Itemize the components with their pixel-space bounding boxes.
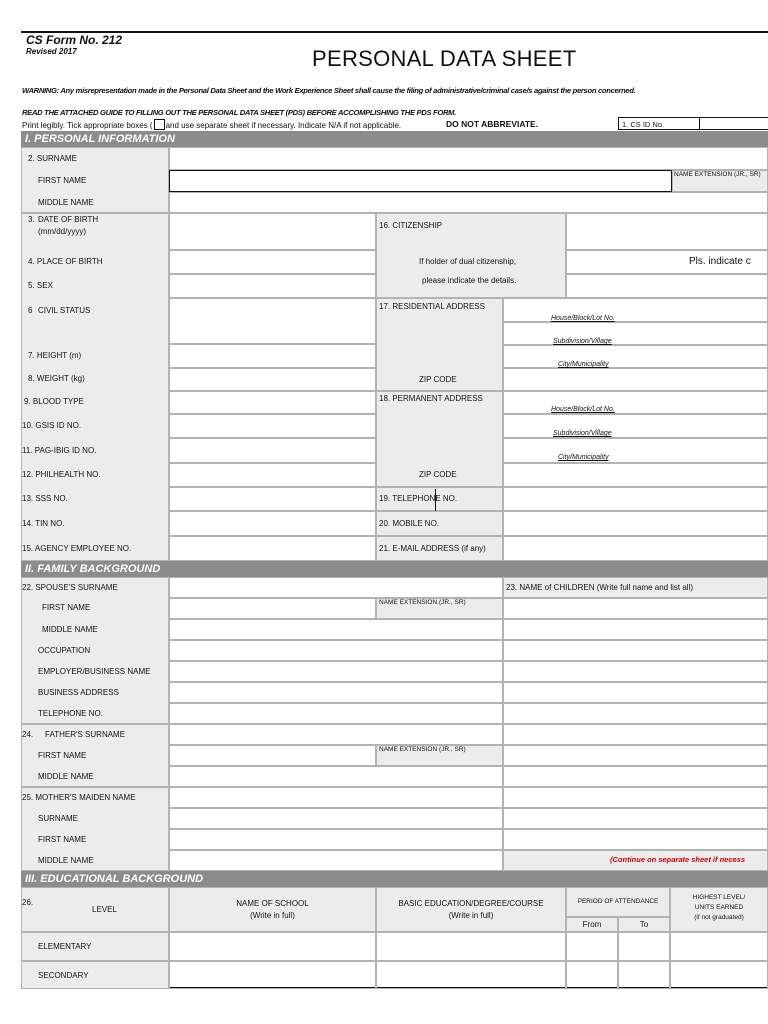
permanent-zip-label: ZIP CODE xyxy=(419,470,457,479)
father-surname-label: FATHER'S SURNAME xyxy=(45,730,126,739)
section-family-background: II. FAMILY BACKGROUND xyxy=(21,561,768,577)
surname-field[interactable] xyxy=(169,147,768,170)
business-address-label: BUSINESS ADDRESS xyxy=(38,688,119,697)
school-header: NAME OF SCHOOL xyxy=(236,899,309,908)
form-number: CS Form No. 212 xyxy=(26,33,123,47)
secondary-highest-field[interactable] xyxy=(670,961,768,989)
spouse-telephone-field[interactable] xyxy=(169,703,503,724)
father-first-name-field[interactable] xyxy=(169,745,376,766)
civil-status-label: CIVIL STATUS xyxy=(38,306,91,315)
print-instructions-a: Print legibly. Tick appropriate boxes ( xyxy=(22,121,153,130)
secondary-to-field[interactable] xyxy=(618,961,670,989)
elementary-school-field[interactable] xyxy=(169,932,376,961)
citizenship-details-field[interactable] xyxy=(566,274,768,298)
height-field[interactable] xyxy=(169,344,376,368)
residential-city-field[interactable] xyxy=(503,345,768,368)
continue-note: (Continue on separate sheet if necess xyxy=(610,855,746,864)
page-title: PERSONAL DATA SHEET xyxy=(312,46,577,71)
gsis-field[interactable] xyxy=(169,414,376,438)
permanent-zip-field[interactable] xyxy=(503,463,768,487)
elementary-label: ELEMENTARY xyxy=(38,942,92,951)
middle-name-label: MIDDLE NAME xyxy=(38,198,94,207)
tin-label: 14. TIN NO. xyxy=(22,519,65,528)
agency-employee-label: 15. AGENCY EMPLOYEE NO. xyxy=(22,544,132,553)
course-header: BASIC EDUCATION/DEGREE/COURSE xyxy=(398,899,544,908)
mother-first-name-field[interactable] xyxy=(169,829,503,850)
permanent-city-caption: City/Municipality xyxy=(558,454,609,461)
sss-label: 13. SSS NO. xyxy=(22,494,68,503)
spouse-name-extension-label: NAME EXTENSION (JR., SR) xyxy=(379,599,466,606)
spouse-middle-name-label: MIDDLE NAME xyxy=(42,625,98,634)
pob-field[interactable] xyxy=(169,250,376,274)
elementary-from-field[interactable] xyxy=(566,932,618,961)
citizenship-field[interactable] xyxy=(566,213,768,250)
child-field-3[interactable] xyxy=(503,640,768,661)
permanent-house-caption: House/Block/Lot No. xyxy=(551,406,615,413)
child-field-11[interactable] xyxy=(503,808,768,829)
child-field-8[interactable] xyxy=(503,745,768,766)
employer-field[interactable] xyxy=(169,661,503,682)
permanent-subdivision-field[interactable] xyxy=(503,414,768,438)
business-address-field[interactable] xyxy=(169,682,503,703)
mother-middle-name-field[interactable] xyxy=(169,850,503,871)
permanent-house-field[interactable] xyxy=(503,391,768,414)
cs-id-label: 1. CS ID No. xyxy=(618,117,700,130)
weight-label: 8. WEIGHT (kg) xyxy=(28,374,85,383)
telephone-label: 19. TELEPHONE NO. xyxy=(379,494,458,503)
mobile-field[interactable] xyxy=(503,511,768,536)
revised-year: Revised 2017 xyxy=(26,47,77,56)
pls-indicate-country: Pls. indicate c xyxy=(689,256,751,267)
section-personal-information: I. PERSONAL INFORMATION xyxy=(21,131,768,147)
secondary-from-field[interactable] xyxy=(566,961,618,989)
email-field[interactable] xyxy=(503,536,768,561)
weight-field[interactable] xyxy=(169,368,376,391)
mother-surname-label: SURNAME xyxy=(38,814,79,823)
child-field-10[interactable] xyxy=(503,787,768,808)
mother-middle-name-label: MIDDLE NAME xyxy=(38,856,94,865)
from-header: From xyxy=(582,920,602,929)
father-name-extension-label: NAME EXTENSION (JR., SR) xyxy=(379,746,466,753)
height-label: 7. HEIGHT (m) xyxy=(28,351,82,360)
sex-field[interactable] xyxy=(169,274,376,298)
highest-level-header-2: UNITS EARNED xyxy=(694,904,744,911)
first-name-label: FIRST NAME xyxy=(38,176,87,185)
spouse-surname-field[interactable] xyxy=(169,577,503,598)
occupation-field[interactable] xyxy=(169,640,503,661)
residential-address-label: 17. RESIDENTIAL ADDRESS xyxy=(379,302,485,311)
permanent-subdivision-caption: Subdivision/Village xyxy=(553,430,612,437)
mother-surname-field[interactable] xyxy=(169,808,503,829)
child-field-2[interactable] xyxy=(503,619,768,640)
print-instructions xyxy=(22,119,401,130)
warning-text: WARNING: Any misrepresentation made in the Personal Data Sheet and the Work Experience Sheet shall cause the filing of administrative/criminal case/s against the person concerned. xyxy=(22,86,636,95)
top-rule xyxy=(21,31,768,33)
period-header: PERIOD OF ATTENDANCE xyxy=(577,898,659,905)
spouse-middle-name-field[interactable] xyxy=(169,619,503,640)
father-middle-name-label: MIDDLE NAME xyxy=(38,772,94,781)
do-not-abbreviate: DO NOT ABBREVIATE. xyxy=(446,119,539,129)
elementary-course-field[interactable] xyxy=(376,932,566,961)
employer-label: EMPLOYER/BUSINESS NAME xyxy=(38,667,151,676)
dob-label: DATE OF BIRTH xyxy=(38,215,99,224)
child-field-5[interactable] xyxy=(503,682,768,703)
child-field-12[interactable] xyxy=(503,829,768,850)
residential-subdivision-caption: Subdivision/Village xyxy=(553,338,612,345)
secondary-label: SECONDARY xyxy=(38,971,89,980)
mother-first-name-label: FIRST NAME xyxy=(38,835,87,844)
residential-subdivision-field[interactable] xyxy=(503,322,768,345)
father-middle-name-field[interactable] xyxy=(169,766,503,787)
dual-citizenship-note-1: If holder of dual citizenship, xyxy=(419,257,516,266)
read-guide-text: READ THE ATTACHED GUIDE TO FILLING OUT THE PERSONAL DATA SHEET (PDS) BEFORE ACCOMPLISHING THE PDS FORM. xyxy=(22,108,457,117)
father-first-name-label: FIRST NAME xyxy=(38,751,87,760)
elementary-to-field[interactable] xyxy=(618,932,670,961)
highest-level-header-1: HIGHEST LEVEL/ xyxy=(692,894,746,901)
email-label: 21. E-MAIL ADDRESS (if any) xyxy=(379,544,486,553)
school-header-cell xyxy=(169,887,376,932)
surname-label: 2. SURNAME xyxy=(28,154,77,163)
agency-employee-field[interactable] xyxy=(169,536,376,561)
course-header-cell xyxy=(376,887,566,932)
tick-box-sample xyxy=(154,119,165,130)
gsis-label: 10. GSIS ID NO. xyxy=(22,421,82,430)
telephone-divider xyxy=(435,489,436,511)
child-field-9[interactable] xyxy=(503,766,768,787)
civil-status-field[interactable] xyxy=(169,298,376,344)
dob-format: (mm/dd/yyyy) xyxy=(38,227,86,236)
elementary-highest-field[interactable] xyxy=(670,932,768,961)
philhealth-label: 12. PHILHEALTH NO. xyxy=(22,470,101,479)
spouse-telephone-label: TELEPHONE NO. xyxy=(38,709,103,718)
permanent-address-label: 18. PERMANENT ADDRESS xyxy=(379,394,483,403)
father-number: 24. xyxy=(22,730,34,739)
first-name-field[interactable] xyxy=(169,170,672,192)
middle-name-field[interactable] xyxy=(169,192,768,213)
blood-type-field[interactable] xyxy=(169,391,376,414)
sex-label: 5. SEX xyxy=(28,281,53,290)
level-header: LEVEL xyxy=(92,905,117,914)
telephone-field[interactable] xyxy=(503,487,768,511)
pagibig-field[interactable] xyxy=(169,438,376,463)
cs-id-field[interactable] xyxy=(700,117,768,130)
spouse-first-name-label: FIRST NAME xyxy=(42,603,91,612)
dob-number: 3. xyxy=(28,215,35,224)
name-extension-label: NAME EXTENSION (JR., SR) xyxy=(674,171,761,178)
philhealth-field[interactable] xyxy=(169,463,376,487)
education-number: 26. xyxy=(22,898,34,907)
course-header-sub: (Write in full) xyxy=(448,911,494,920)
citizenship-label: 16. CITIZENSHIP xyxy=(379,221,443,230)
residential-house-caption: House/Block/Lot No. xyxy=(551,315,615,322)
mobile-label: 20. MOBILE NO. xyxy=(379,519,440,528)
blood-type-label: 9. BLOOD TYPE xyxy=(24,397,84,406)
child-field-7[interactable] xyxy=(503,724,768,745)
residential-zip-label: ZIP CODE xyxy=(419,375,457,384)
print-instructions-b: and use separate sheet if necessary. Indicate N/A if not applicable. xyxy=(165,121,402,130)
residential-city-caption: City/Municipality xyxy=(558,361,609,368)
section-educational-background: III. EDUCATIONAL BACKGROUND xyxy=(21,871,768,887)
pob-label: 4. PLACE OF BIRTH xyxy=(28,257,103,266)
child-field-6[interactable] xyxy=(503,703,768,724)
dual-citizenship-note-2: please indicate the details. xyxy=(422,276,517,285)
mother-maiden-name-field[interactable] xyxy=(169,787,503,808)
pagibig-label: 11. PAG-IBIG ID NO. xyxy=(22,446,97,455)
residential-zip-field[interactable] xyxy=(503,368,768,391)
sss-field[interactable] xyxy=(169,487,376,511)
father-surname-field[interactable] xyxy=(169,724,503,745)
tin-field[interactable] xyxy=(169,511,376,536)
occupation-label: OCCUPATION xyxy=(38,646,91,655)
secondary-course-field[interactable] xyxy=(376,961,566,989)
spouse-first-name-field[interactable] xyxy=(169,598,376,619)
child-field-4[interactable] xyxy=(503,661,768,682)
dob-field[interactable] xyxy=(169,213,376,250)
to-header: To xyxy=(639,920,649,929)
spouse-surname-label: 22. SPOUSE'S SURNAME xyxy=(22,583,118,592)
permanent-city-field[interactable] xyxy=(503,438,768,463)
residential-house-field[interactable] xyxy=(503,298,768,322)
mother-maiden-name-label: 25. MOTHER'S MAIDEN NAME xyxy=(22,793,136,802)
civil-status-number: 6 xyxy=(28,306,33,315)
school-header-sub: (Write in full) xyxy=(250,911,295,920)
child-field-1[interactable] xyxy=(503,598,768,619)
children-label: 23. NAME of CHILDREN (Write full name and list all) xyxy=(506,583,694,592)
highest-level-header-3: (if not graduated) xyxy=(694,914,744,921)
secondary-school-field[interactable] xyxy=(169,961,376,989)
